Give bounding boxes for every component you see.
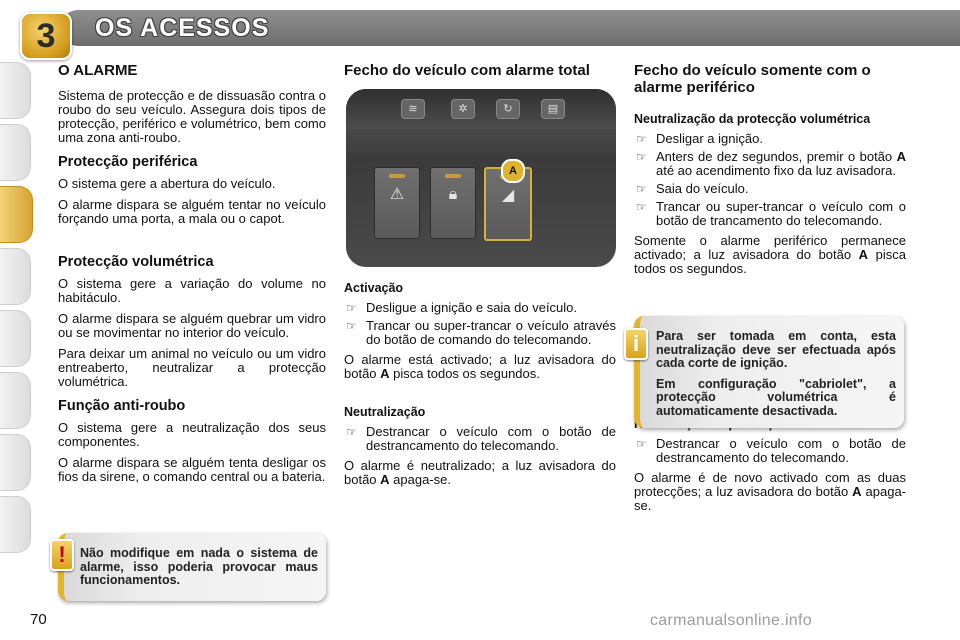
pointing-hand-icon: ☞ xyxy=(636,182,647,196)
list-item: ☞ Trancar ou super-trancar o veículo através do botão de comando do telecomando. xyxy=(346,318,616,347)
chapter-tab-5[interactable] xyxy=(0,310,31,367)
section-heading-alarm: O ALARME xyxy=(58,62,138,79)
recirculation-icon: ↻ xyxy=(496,99,520,119)
volumetric-text-3: Para deixar um animal no veículo ou um vidro entreaberto, neutralizar a protecção volumétrica. xyxy=(58,346,326,389)
info-text-2: Em configuração "cabriolet", a protecção volumétrica é automaticamente desactivada. xyxy=(656,376,896,418)
heading-volumetric-protection: Protecção volumétrica xyxy=(58,254,214,270)
pointing-hand-icon: ☞ xyxy=(346,425,357,439)
watermark: carmanualsonline.info xyxy=(650,612,812,629)
pointing-hand-icon: ☞ xyxy=(636,150,647,164)
anti-theft-text-1: O sistema gere a neutralização dos seus componentes. xyxy=(58,420,326,449)
peripheral-text-2: O alarme dispara se alguém tentar no veículo forçando uma porta, a mala ou o capot. xyxy=(58,197,326,226)
chapter-tabs xyxy=(0,62,40,582)
column-peripheral-only xyxy=(634,62,906,520)
pointing-hand-icon: ☞ xyxy=(346,319,357,333)
volumetric-text-1: O sistema gere a variação do volume no habitáculo. xyxy=(58,276,326,305)
section-heading-total-alarm: Fecho do veículo com alarme total xyxy=(344,62,590,79)
info-text xyxy=(656,330,896,425)
chapter-tab-1[interactable] xyxy=(0,62,31,119)
section-heading-peripheral-only: Fecho do veículo somente com o alarme periférico xyxy=(634,62,871,96)
chapter-tab-2[interactable] xyxy=(0,124,31,181)
rear-demist-icon: ≋ xyxy=(401,99,425,119)
neutralization-status: O alarme é neutralizado; a luz avisadora do botão A apaga-se. xyxy=(344,458,616,487)
activation-status: O alarme está activado; a luz avisadora do botão A pisca todos os segundos. xyxy=(344,352,616,381)
activation-steps xyxy=(344,301,616,347)
neutralization-steps xyxy=(344,425,616,453)
info-box xyxy=(634,316,904,428)
volumetric-text-2: O alarme dispara se alguém quebrar um vidro ou se movimentar no interior do veículo. xyxy=(58,311,326,340)
column-total-alarm xyxy=(344,62,616,494)
list-item: ☞ Trancar ou super-trancar o veículo com o botão de trancamento do telecomando. xyxy=(636,199,906,228)
peripheral-text-1: O sistema gere a abertura do veículo. xyxy=(58,176,276,191)
list-item: ☞ Desligue a ignição e saia do veículo. xyxy=(346,300,578,315)
peripheral-only-status: Somente o alarme periférico permanece activado; a luz avisadora do botão A pisca todos os segundos. xyxy=(634,233,906,276)
chapter-tab-8[interactable] xyxy=(0,496,31,553)
header xyxy=(0,0,960,58)
warning-box xyxy=(58,533,326,601)
anti-theft-text-2: O alarme dispara se alguém tenta desligar os fios da sirene, o comando central ou a bateria. xyxy=(58,455,326,484)
list-item: ☞ Anters de dez segundos, premir o botão A até ao acendimento fixo da luz avisadora. xyxy=(636,149,906,178)
list-item: ☞ Saia do veículo. xyxy=(636,181,749,196)
chapter-tab-4[interactable] xyxy=(0,248,31,305)
list-item: ☞ Destrancar o veículo com o botão de destrancamento do telecomando. xyxy=(346,424,616,453)
heading-volumetric-neutralization: Neutralização da protecção volumétrica xyxy=(634,112,871,126)
heading-anti-theft: Função anti-roubo xyxy=(58,398,186,414)
reactivation-status: O alarme é de novo activado com as duas protecções; a luz avisadora do botão A apaga-se. xyxy=(634,470,906,513)
fan-icon: ✲ xyxy=(451,99,475,119)
dashboard-button-1: ⚠ xyxy=(374,167,420,239)
column-alarm-overview xyxy=(58,62,326,491)
pointing-hand-icon: ☞ xyxy=(636,437,647,451)
marker-a: A xyxy=(501,159,525,183)
heading-activation: Activação xyxy=(344,281,404,295)
alarm-button-a: ◢ xyxy=(484,167,532,241)
info-icon: i xyxy=(624,328,648,360)
warning-icon: ! xyxy=(50,539,74,571)
chapter-tab-6[interactable] xyxy=(0,372,31,429)
heading-neutralization: Neutralização xyxy=(344,405,426,419)
alarm-intro: Sistema de protecção e de dissuasão contra o roubo do seu veículo. Assegura dois tipos de protecção, periférico e volumétrico, bem como uma zona anti-roubo. xyxy=(58,88,326,145)
reactivation-steps xyxy=(634,437,906,465)
warning-text: Não modifique em nada o sistema de alarme, isso poderia provocar maus funcionamentos. xyxy=(80,546,318,587)
pointing-hand-icon: ☞ xyxy=(636,132,647,146)
heated-window-icon: ▤ xyxy=(541,99,565,119)
volumetric-neutralization-steps xyxy=(634,132,906,228)
pointing-hand-icon: ☞ xyxy=(346,301,357,315)
dashboard-button-lock: 🔒︎ xyxy=(430,167,476,239)
info-text-1: Para ser tomada em conta, esta neutralização deve ser efectuada após cada corte de ignição. xyxy=(656,329,896,370)
list-item: ☞ Desligar a ignição. xyxy=(636,131,763,146)
list-item: ☞ Destrancar o veículo com o botão de destrancamento do telecomando. xyxy=(636,436,906,465)
chapter-number-badge: 3 xyxy=(20,12,72,60)
dashboard-buttons-photo xyxy=(346,89,616,267)
heading-peripheral-protection: Protecção periférica xyxy=(58,154,198,170)
chapter-tab-7[interactable] xyxy=(0,434,31,491)
chapter-tab-3-active[interactable] xyxy=(0,186,33,243)
pointing-hand-icon: ☞ xyxy=(636,200,647,214)
page-title: OS ACESSOS xyxy=(95,14,270,42)
page-number: 70 xyxy=(30,611,47,628)
